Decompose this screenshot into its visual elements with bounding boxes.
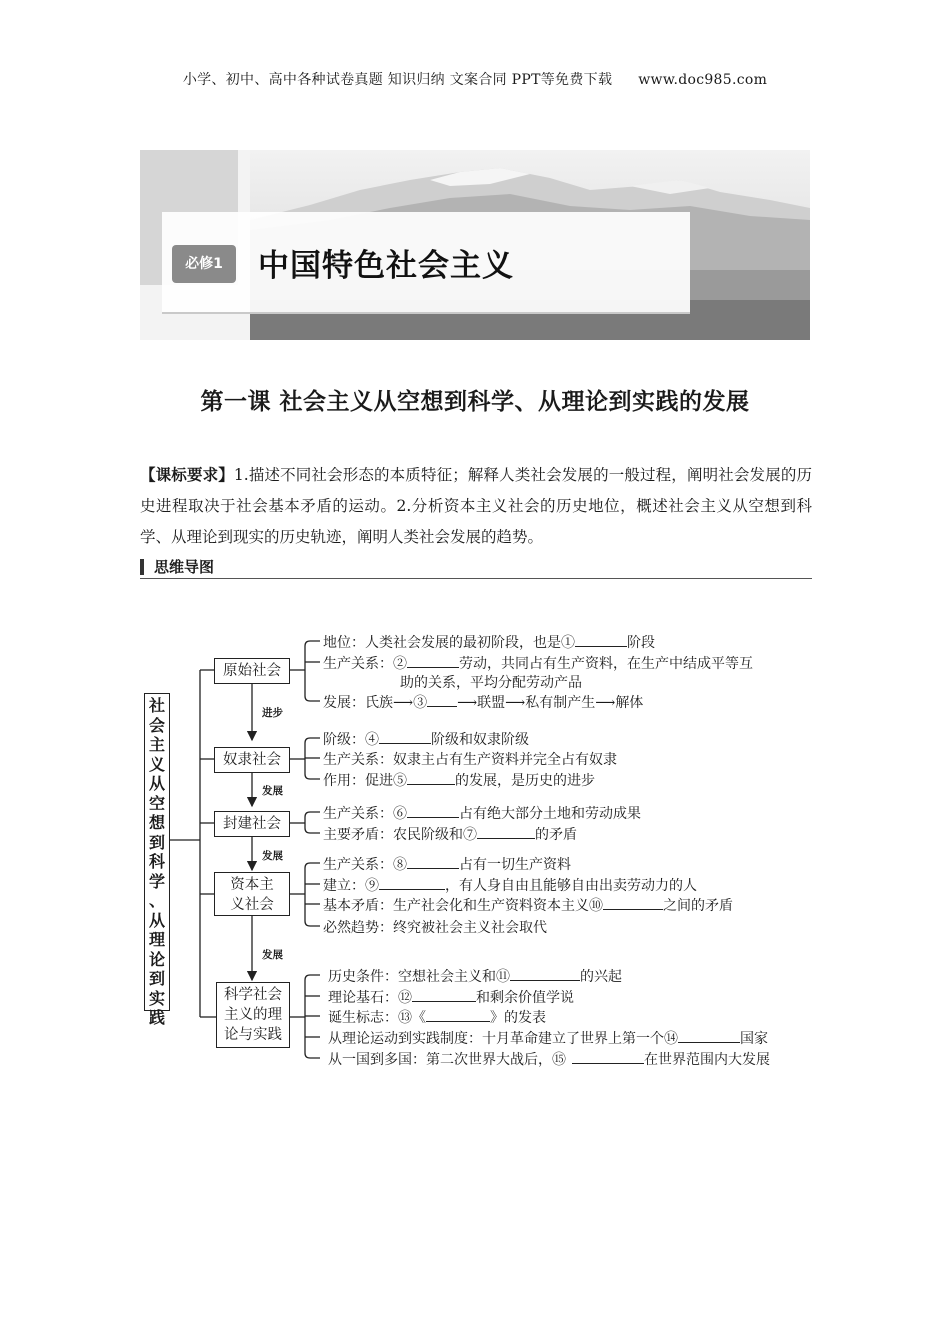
root-char: 、 [148,891,165,910]
node-line: 主义的理 [224,1007,282,1023]
header-url[interactable]: www.doc985.com [638,72,768,88]
leaf-text: 基本矛盾：生产社会化和生产资料资本主义⑩ [323,898,603,914]
root-char: 义 [148,754,165,774]
fill-blank-12[interactable] [412,989,476,1002]
node-line: 论与实践 [224,1027,282,1043]
leaf-text: 的发展，是历史的进步 [455,773,595,789]
node-line: 义社会 [230,897,274,913]
module-badge: 必修1 [172,245,236,283]
leaf-primitive-status [323,632,655,652]
root-char: 学 [148,871,165,891]
leaf-text: 的兴起 [580,969,622,985]
leaf-text: 地位：人类社会发展的最初阶段，也是① [323,635,575,651]
root-char: 社 [148,696,165,715]
arrow-label-develop: 发展 [262,850,283,862]
node-line: 科学社会 [224,987,282,1003]
arrow-icon: ⟶ [505,695,526,711]
fill-blank-15[interactable] [572,1051,644,1064]
root-char: 想 [148,813,165,832]
leaf-primitive-relations-cont: 助的关系，平均分配劳动产品 [400,675,582,691]
leaf-text: ③ [413,695,428,711]
leaf-text: 劳动，共同占有生产资料，在生产中结成平等互 [459,656,753,672]
leaf-science-conditions [328,966,622,986]
leaf-text: 建立：⑨ [323,878,379,894]
leaf-text: 联盟 [477,695,506,711]
fill-blank-3[interactable] [427,694,457,707]
module-title: 中国特色社会主义 [258,248,514,284]
leaf-slave-relations: 生产关系：奴隶主占有生产资料并完全占有奴隶 [323,752,617,768]
fill-blank-4[interactable] [379,731,431,744]
arrow-label-develop: 发展 [262,785,283,797]
fill-blank-2[interactable] [407,655,459,668]
root-char: 理 [148,930,165,949]
leaf-text: 阶级和奴隶阶级 [431,732,529,748]
leaf-slave-role [323,770,595,790]
leaf-text: 私有制产生 [525,695,596,711]
leaf-text: 》的发表 [490,1010,546,1026]
arrow-icon: ⟶ [595,695,616,711]
arrow-label-progress: 进步 [262,707,283,719]
fill-blank-9[interactable] [379,877,445,890]
root-char: 实 [148,988,165,1008]
arrow-icon: ⟶ [457,695,478,711]
lesson-title: 第一课 社会主义从空想到科学、从理论到实践的发展 [200,389,750,415]
leaf-slave-class [323,729,529,749]
mindmap-root [144,693,170,1027]
fill-blank-11[interactable] [510,968,580,981]
leaf-text: 国家 [740,1031,768,1047]
fill-blank-13[interactable] [426,1009,490,1022]
root-char: 到 [148,969,165,988]
node-line: 资本主 [230,877,274,893]
fill-blank-8[interactable] [407,856,459,869]
leaf-text: 阶级：④ [323,732,379,748]
header-text: 小学、初中、高中各种试卷真题 知识归纳 文案合同 PPT等免费下载 [182,72,613,88]
root-char: 主 [148,735,165,754]
leaf-capital-contradiction [323,895,733,915]
arrow-icon: ⟶ [393,695,414,711]
leaf-primitive-relations [323,653,753,673]
root-char: 践 [148,1008,165,1027]
leaf-text: 从理论运动到实践制度：十月革命建立了世界上第一个⑭ [328,1031,678,1047]
section-title: 思维导图 [154,558,215,576]
node-capitalist-society [214,872,290,916]
root-char: 从 [148,774,165,793]
root-char: 科 [148,852,165,871]
leaf-text: 作用：促进⑤ [323,773,407,789]
leaf-text: 解体 [615,695,644,711]
leaf-text: 从一国到多国：第二次世界大战后，⑮ [328,1052,566,1068]
leaf-text: 和剩余价值学说 [476,990,574,1006]
leaf-text: 之间的矛盾 [663,898,733,914]
leaf-text: 历史条件：空想社会主义和⑪ [328,969,510,985]
requirements-label: 【课标要求】 [140,466,234,484]
fill-blank-7[interactable] [477,826,535,839]
leaf-text: 在世界范围内大发展 [644,1052,770,1068]
root-char: 到 [148,832,165,852]
leaf-text: ，有人身自由且能够自由出卖劳动力的人 [445,878,697,894]
leaf-text: 诞生标志：⑬《 [328,1010,426,1026]
leaf-primitive-development [323,692,643,712]
fill-blank-10[interactable] [603,897,663,910]
root-char: 空 [148,793,165,813]
leaf-capital-relations [323,854,571,874]
arrow-label-develop: 发展 [262,949,283,961]
leaf-science-expansion [328,1049,770,1069]
leaf-text: 占有一切生产资料 [459,857,571,873]
leaf-science-practice [328,1028,768,1048]
fill-blank-6[interactable] [407,805,459,818]
node-primitive-society: 原始社会 [214,658,290,684]
fill-blank-14[interactable] [678,1030,740,1043]
node-scientific-socialism [216,982,290,1048]
root-char: 论 [148,949,165,969]
root-char: 会 [148,715,165,735]
fill-blank-1[interactable] [575,634,627,647]
leaf-text: 理论基石：⑫ [328,990,412,1006]
leaf-text: 生产关系：⑧ [323,857,407,873]
leaf-text: 的矛盾 [535,827,577,843]
leaf-text: 占有绝大部分土地和劳动成果 [459,806,641,822]
leaf-feudal-contradiction [323,824,577,844]
fill-blank-5[interactable] [407,772,455,785]
leaf-text: 生产关系：⑥ [323,806,407,822]
leaf-text: 发展：氏族 [323,695,393,711]
leaf-science-foundation [328,987,574,1007]
requirements-text: 1.描述不同社会形态的本质特征；解释人类社会发展的一般过程，阐明社会发展的历史进程取决于社会基本矛盾的运动。2.分析资本主义社会的历史地位，概述社会主义从空想到科学、从理论到现实的历史轨迹，阐明人类社会发展的趋势。 [140,466,812,546]
leaf-science-birth [328,1007,546,1027]
leaf-capital-establish [323,875,697,895]
node-feudal-society: 封建社会 [214,811,290,837]
leaf-text: 生产关系：② [323,656,407,672]
leaf-capital-trend: 必然趋势：终究被社会主义社会取代 [323,920,547,936]
leaf-text: 主要矛盾：农民阶级和⑦ [323,827,477,843]
node-slave-society: 奴隶社会 [214,747,290,773]
root-char: 从 [148,910,165,930]
leaf-text: 阶段 [627,635,655,651]
leaf-feudal-relations [323,803,641,823]
